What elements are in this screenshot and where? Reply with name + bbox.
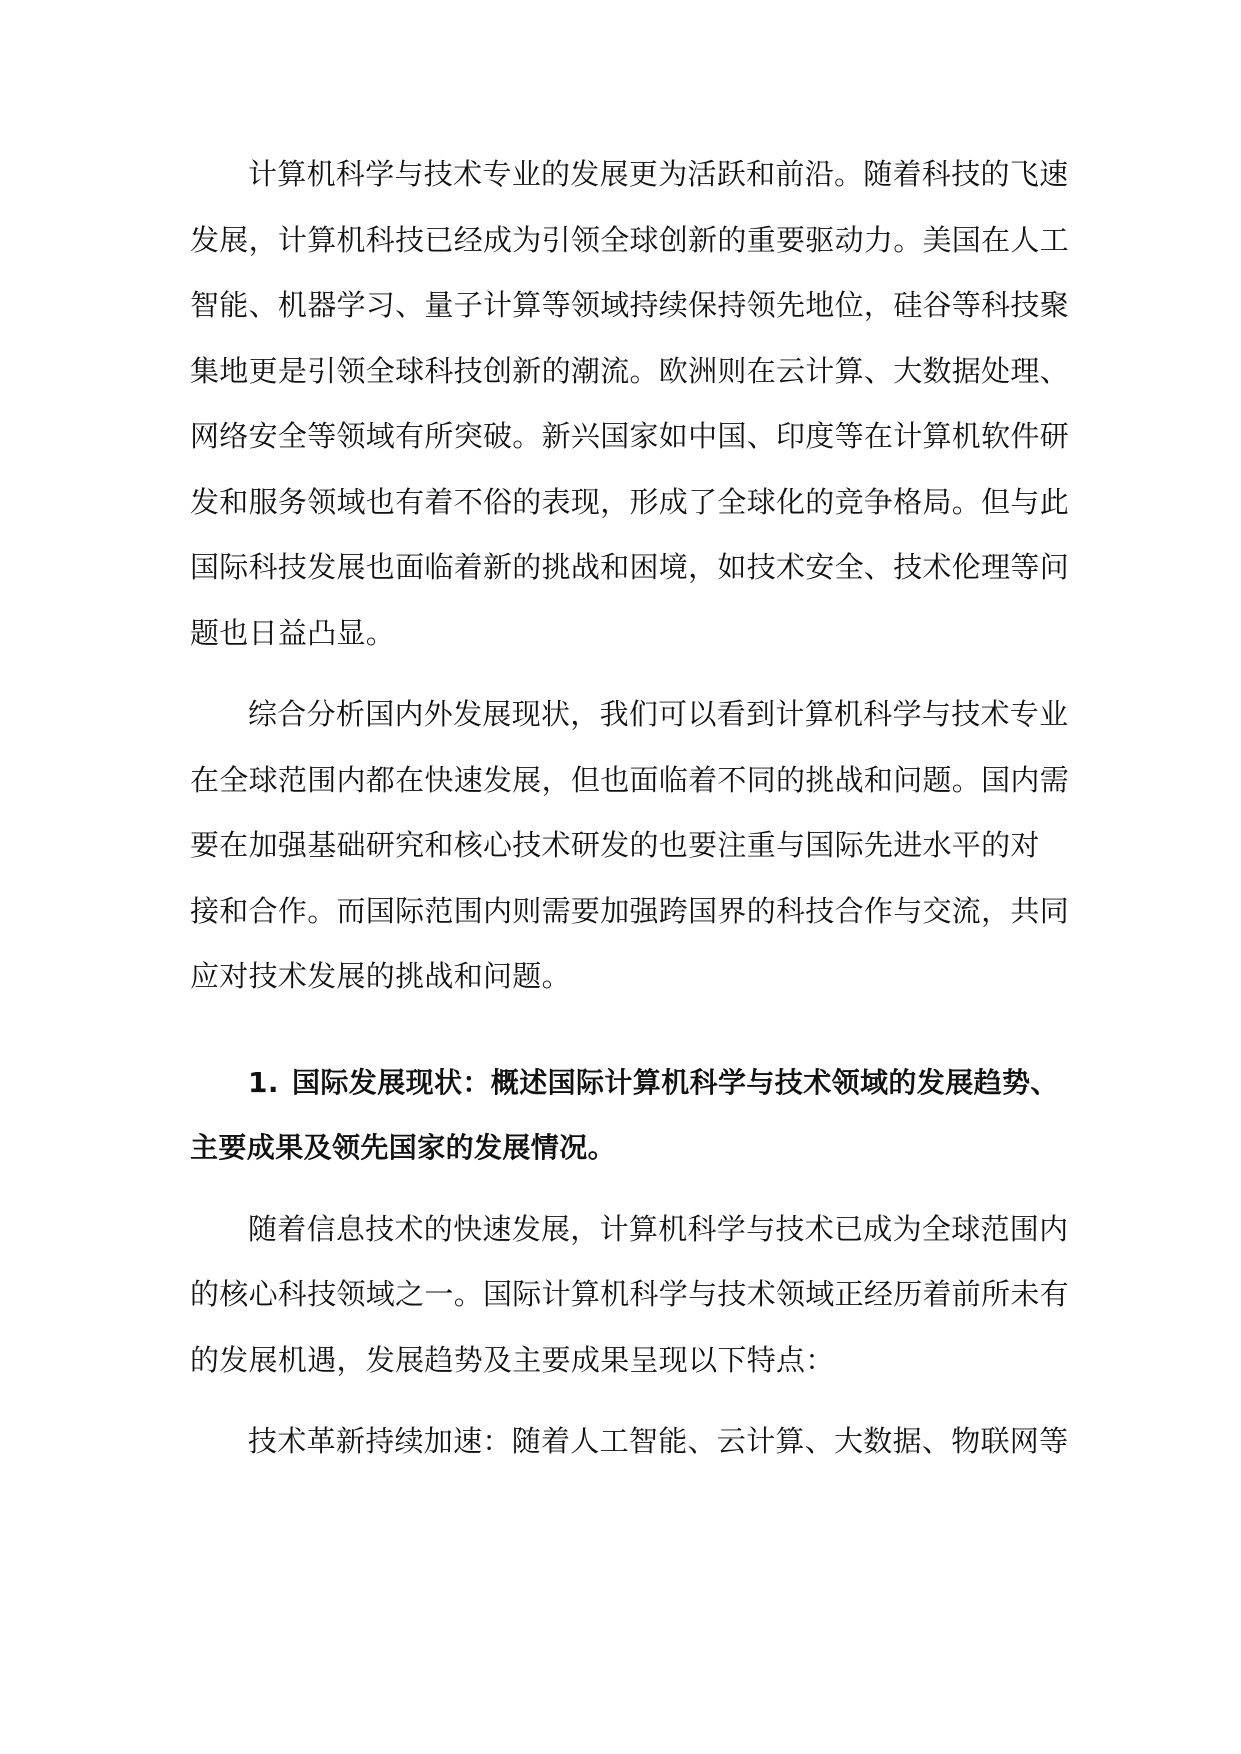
text-line: 在全球范围内都在快速发展，但也面临着不同的挑战和问题。国内需 bbox=[190, 762, 1070, 797]
paragraph-comprehensive-analysis bbox=[190, 682, 1070, 1010]
document-body bbox=[190, 142, 1070, 1475]
text-line: 集地更是引领全球科技创新的潮流。欧洲则在云计算、大数据处理、 bbox=[190, 353, 1070, 388]
text-line: 综合分析国内外发展现状，我们可以看到计算机科学与技术专业 bbox=[248, 697, 1069, 731]
text-line: 题也日益凸显。 bbox=[190, 615, 396, 650]
text-line: 接和合作。而国际范围内则需要加强跨国界的科技合作与交流，共同 bbox=[190, 893, 1070, 928]
text-line: 计算机科学与技术专业的发展更为活跃和前沿。随着科技的飞速 bbox=[248, 157, 1069, 191]
paragraph-tech-innovation bbox=[190, 1409, 1069, 1475]
text-line: 应对技术发展的挑战和问题。 bbox=[190, 959, 571, 993]
text-line: 的核心科技领域之一。国际计算机科学与技术领域正经历着前所未有 bbox=[190, 1277, 1070, 1311]
paragraph-spacer bbox=[190, 1393, 1066, 1409]
heading-spacer bbox=[190, 1010, 1066, 1050]
heading-line: 主要成果及领先国家的发展情况。 bbox=[190, 1131, 617, 1164]
heading-line bbox=[190, 1050, 1066, 1116]
paragraph-it-development bbox=[190, 1197, 1070, 1394]
heading-text: 国际发展现状：概述国际计算机科学与技术领域的发展趋势、 bbox=[292, 1065, 1059, 1099]
section-heading bbox=[190, 1050, 1066, 1181]
text-line: 的发展机遇，发展趋势及主要成果呈现以下特点： bbox=[190, 1342, 835, 1377]
text-line: 随着信息技术的快速发展，计算机科学与技术已成为全球范围内 bbox=[248, 1211, 1069, 1246]
text-line: 网络安全等领域有所突破。新兴国家如中国、印度等在计算机软件研 bbox=[190, 419, 1070, 453]
text-line: 发展，计算机科技已经成为引领全球创新的重要驱动力。美国在人工 bbox=[190, 222, 1070, 257]
paragraph-global-development bbox=[190, 142, 1070, 666]
paragraph-spacer bbox=[190, 1181, 1066, 1197]
paragraph-spacer bbox=[190, 666, 1066, 682]
heading-number: 1. bbox=[248, 1065, 279, 1099]
text-line: 要在加强基础研究和核心技术研发的也要注重与国际先进水平的对 bbox=[190, 828, 1040, 862]
text-line: 技术革新持续加速：随着人工智能、云计算、大数据、物联网等 bbox=[248, 1424, 1069, 1458]
text-line: 发和服务领域也有着不俗的表现，形成了全球化的竞争格局。但与此 bbox=[190, 484, 1070, 519]
text-line: 国际科技发展也面临着新的挑战和困境，如技术安全、技术伦理等问 bbox=[190, 550, 1070, 584]
text-line: 智能、机器学习、量子计算等领域持续保持领先地位，硅谷等科技聚 bbox=[190, 288, 1070, 322]
